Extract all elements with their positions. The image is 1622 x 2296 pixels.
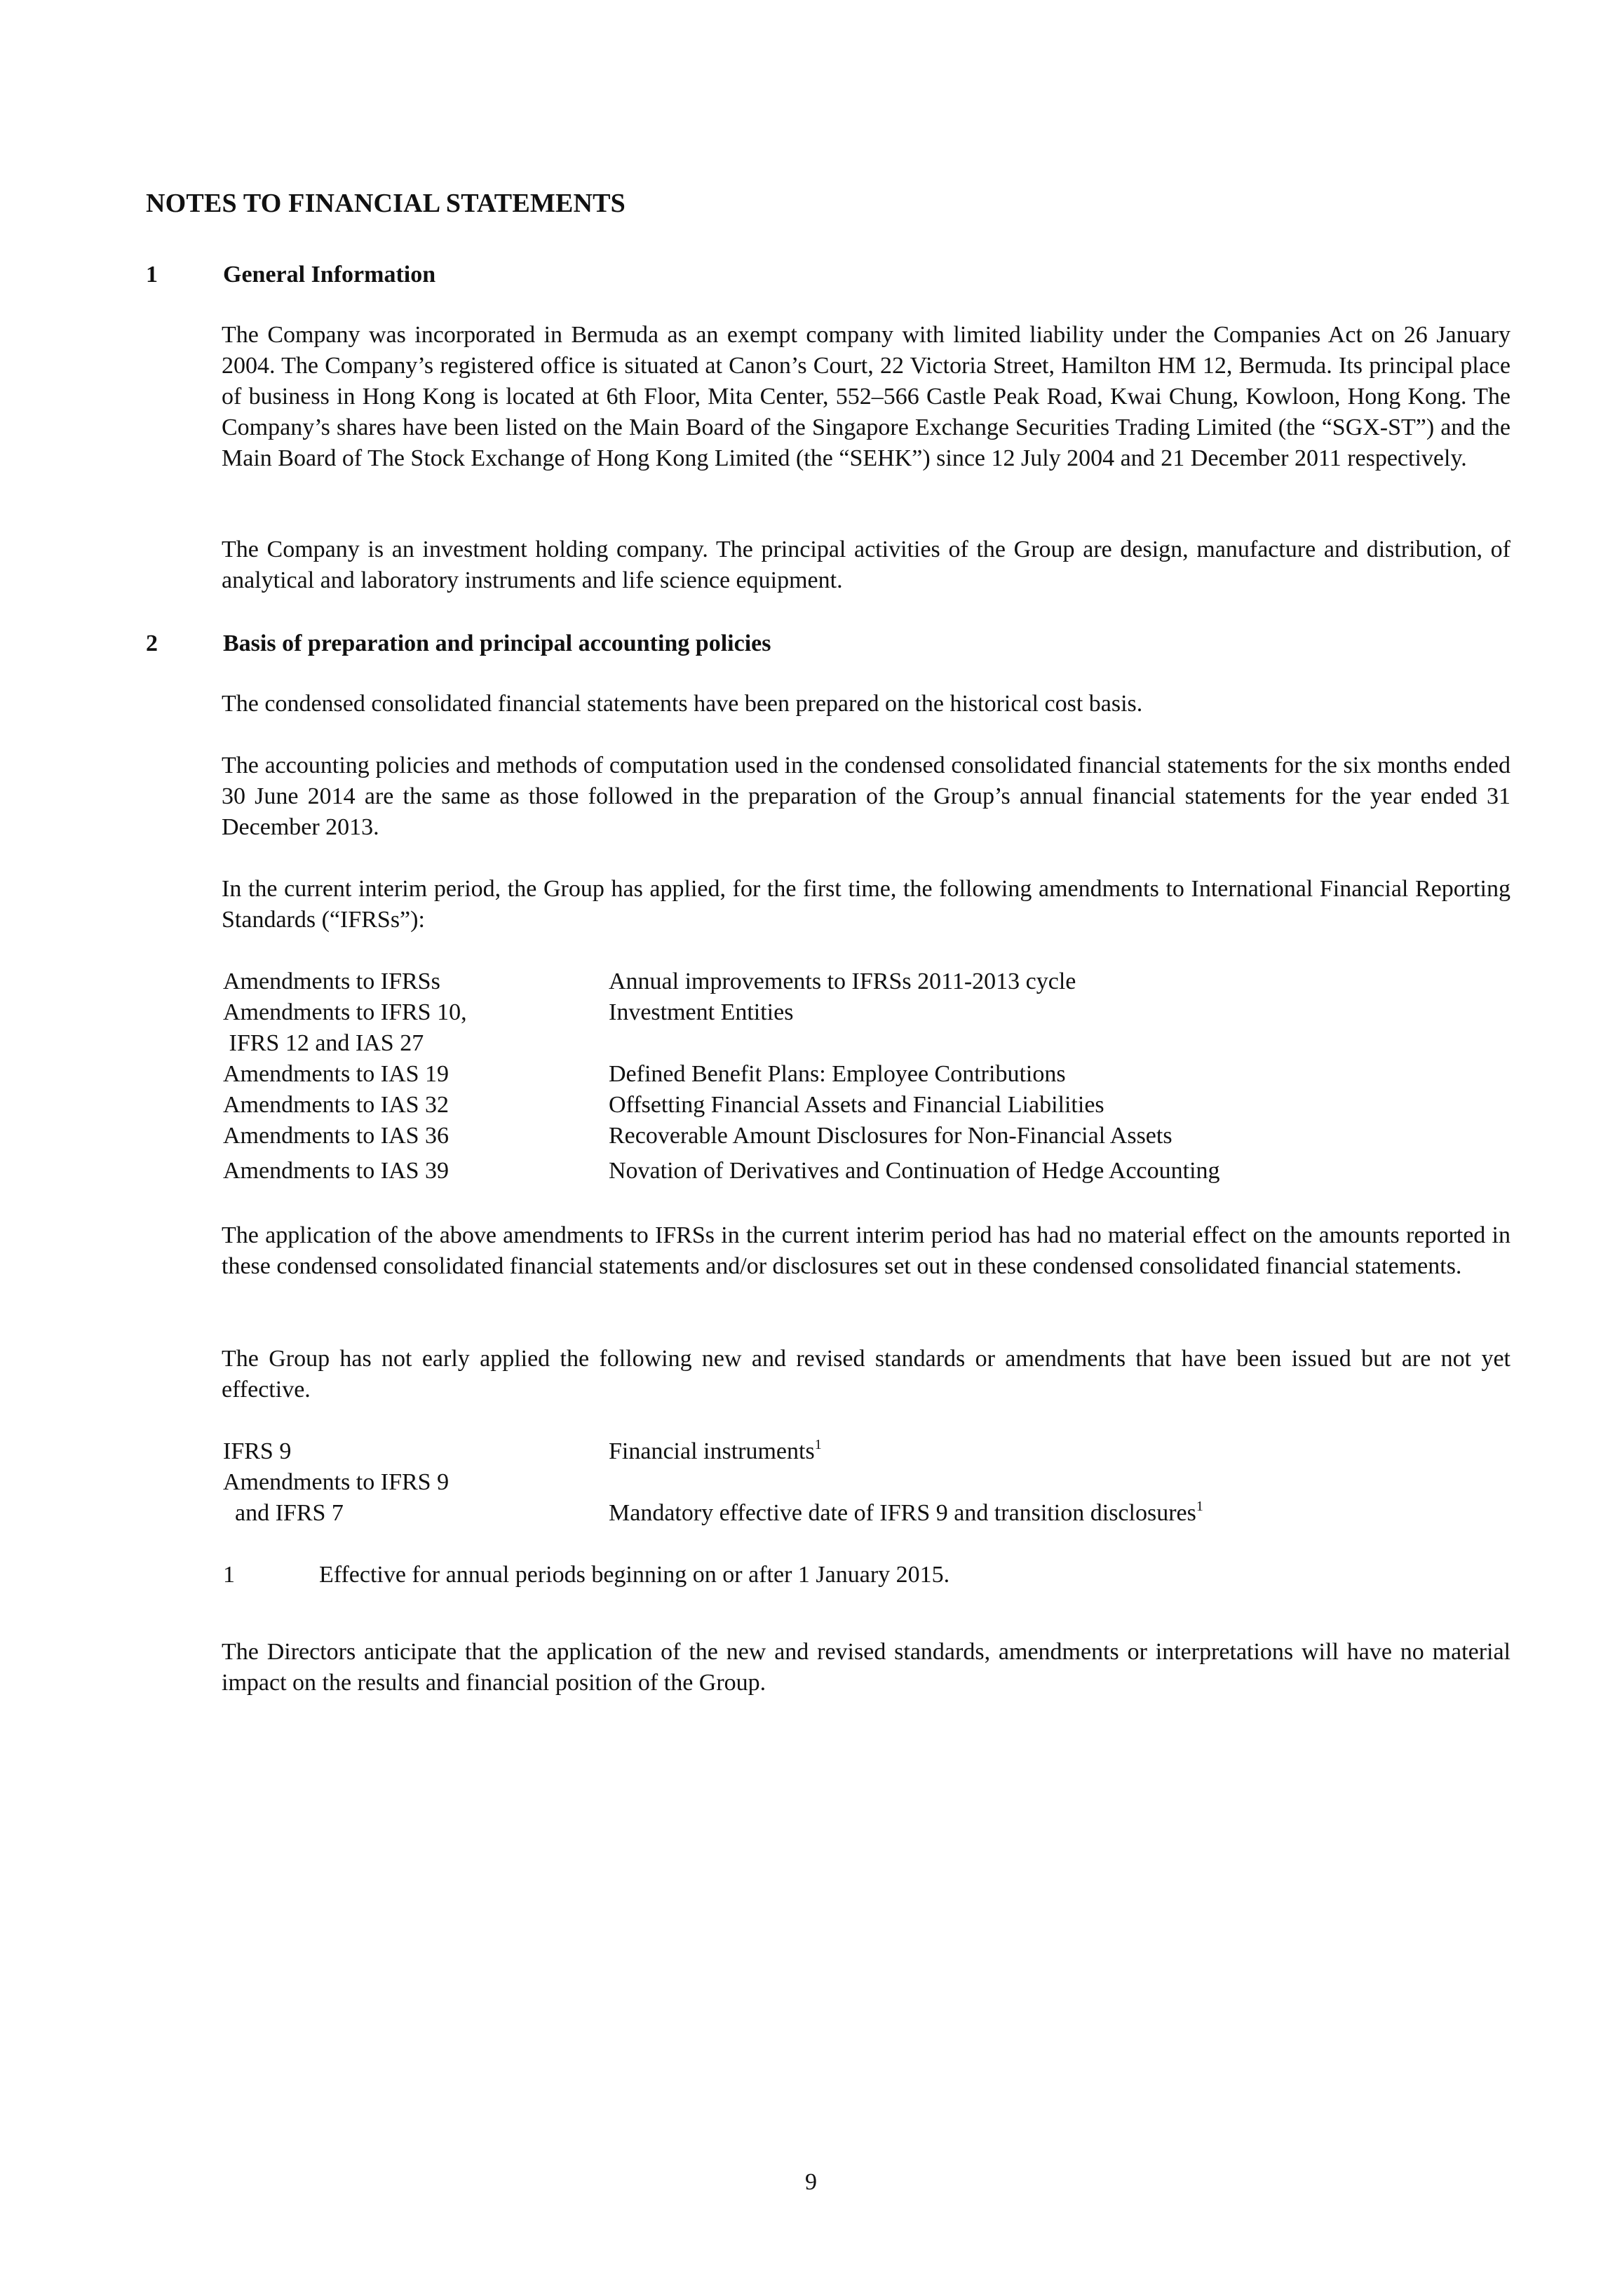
page-number: 9 bbox=[805, 2169, 817, 2195]
amendment-description: Annual improvements to IFRSs 2011-2013 cycle bbox=[609, 968, 1076, 994]
section-2-paragraph-4: The application of the above amendments to IFRSs in the current interim period has had no material effect on the amounts reported in these condensed consolidated financial statements and/or disclosures set out in these condensed consolidated financial statements. bbox=[222, 1222, 1511, 1279]
amendment-standard: Amendments to IAS 36 bbox=[223, 1123, 450, 1149]
amendment-standard: Amendments to IAS 39 bbox=[223, 1158, 450, 1184]
standard-name: IFRS 9 bbox=[223, 1438, 292, 1464]
amendment-standard: Amendments to IFRS 10, bbox=[223, 999, 467, 1025]
section-2-paragraph-1: The condensed consolidated financial statements have been prepared on the historical cost basis. bbox=[222, 691, 1143, 717]
footnote-number: 1 bbox=[223, 1562, 235, 1588]
standard-description: Financial instruments$^1$ bbox=[609, 1437, 822, 1464]
amendment-description: Investment Entities bbox=[609, 999, 794, 1025]
section-1-heading: General Information bbox=[223, 262, 436, 288]
section-2-heading: Basis of preparation and principal accounting policies bbox=[223, 630, 771, 656]
footnote-text: Effective for annual periods beginning on or after 1 January 2015. bbox=[319, 1562, 950, 1588]
section-2-paragraph-6: The Directors anticipate that the application of the new and revised standards, amendments or interpretations will have no material impact on the results and financial position of the Group. bbox=[222, 1639, 1511, 1696]
amendment-standard: Amendments to IFRSs bbox=[223, 968, 440, 994]
amendment-standard-line2: IFRS 12 and IAS 27 bbox=[223, 1030, 424, 1056]
section-2-number: 2 bbox=[146, 630, 158, 656]
footnote-ref: 1 bbox=[1196, 1499, 1203, 1514]
section-2-paragraph-5: The Group has not early applied the following new and revised standards or amendments that have been issued but are not yet effective. bbox=[222, 1346, 1511, 1403]
page-title: NOTES TO FINANCIAL STATEMENTS bbox=[146, 189, 626, 218]
amendment-standard: Amendments to IAS 32 bbox=[223, 1092, 450, 1118]
amendment-description: Defined Benefit Plans: Employee Contributions bbox=[609, 1061, 1066, 1087]
section-1-paragraph-1: The Company was incorporated in Bermuda as an exempt company with limited liability under the Companies Act on 26 January 2004. The Company’s registered office is situated at Canon’s Court, 22 Victoria Street, Hamilton HM 12, Bermuda. Its principal place of business in Hong Kong is located at 6th Floor, Mita Center, 552–566 Castle Peak Road, Kwai Chung, Kowloon, Hong Kong. The Company’s shares have been listed on the Main Board of the Singapore Exchange Securities Trading Limited (the “SGX-ST”) and the Main Board of The Stock Exchange of Hong Kong Limited (the “SEHK”) since 12 July 2004 and 21 December 2011 respectively. bbox=[222, 322, 1511, 471]
amendment-description: Recoverable Amount Disclosures for Non-Financial Assets bbox=[609, 1123, 1172, 1149]
section-1-paragraph-2: The Company is an investment holding company. The principal activities of the Group are design, manufacture and distribution, of analytical and laboratory instruments and life science equipment. bbox=[222, 536, 1511, 593]
amendment-description: Offsetting Financial Assets and Financial Liabilities bbox=[609, 1092, 1104, 1118]
amendment-description: Novation of Derivatives and Continuation of Hedge Accounting bbox=[609, 1158, 1220, 1184]
section-2-paragraph-3: In the current interim period, the Group has applied, for the first time, the following amendments to International Financial Reporting Standards (“IFRSs”): bbox=[222, 876, 1511, 933]
amendment-standard: Amendments to IAS 19 bbox=[223, 1061, 450, 1087]
section-1-number: 1 bbox=[146, 262, 158, 288]
footnote-ref: 1 bbox=[814, 1437, 822, 1452]
section-2-paragraph-2: The accounting policies and methods of computation used in the condensed consolidated financial statements for the six months ended 30 June 2014 are the same as those followed in the preparation of the Group’s annual financial statements for the year ended 31 December 2013. bbox=[222, 752, 1511, 840]
standard-description: Mandatory effective date of IFRS 9 and transition disclosures$^1$ bbox=[609, 1499, 1203, 1526]
standard-name: Amendments to IFRS 9 bbox=[223, 1469, 450, 1495]
standard-name-line2: and IFRS 7 bbox=[223, 1500, 344, 1526]
